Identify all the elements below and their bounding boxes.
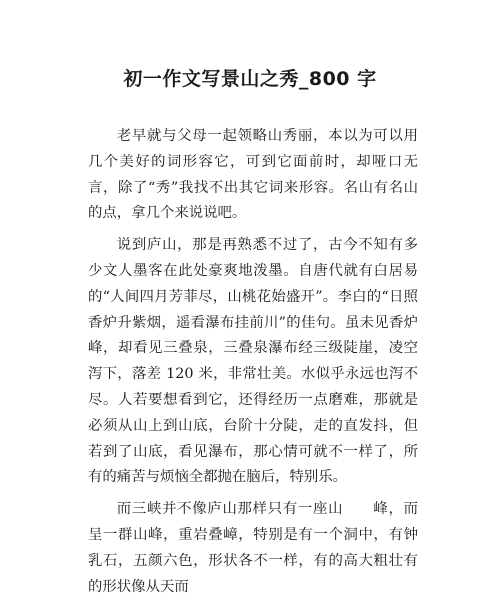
paragraph-1: 老早就与父母一起领略山秀丽，本以为可以用几个美好的词形容它，可到它面前时，却哑口无言，除了“秀”我找不出其它词来形容。名山有名山的点，拿几个来说说吧。 <box>88 128 418 222</box>
paragraph-2: 说到庐山，那是再熟悉不过了，古今不知有多少文人墨客在此处豪爽地泼墨。自唐代就有白居易的“人间四月芳菲尽，山桃花始盛开”。李白的“日照香炉升紫烟，遥看瀑布挂前川”的佳句。虽未见香炉峰，却看见三叠泉，三叠泉瀑布经三级陡崖，凌空泻下，落差 120 米，非常壮美。水似乎永远也泻不尽。人若要想看到它，还得经历一点磨难，那就是必须从山上到山底，台阶十分陡，走的直发抖，但若到了山底，看见瀑布，那心情可就不一样了，所有的痛苦与烦恼全都抛在脑后，特别乐。 <box>88 237 418 486</box>
document-title: 初一作文写景山之秀_800 字 <box>123 68 377 90</box>
paragraph-3: 而三峡并不像庐山那样只有一座山 峰，而呈一群山峰，重岩叠嶂，特别是有一个洞中，有钟乳石，五颜六色，形状各不一样，有的高大粗壮有的形状像从天而 <box>88 501 418 595</box>
document-body <box>88 124 418 606</box>
